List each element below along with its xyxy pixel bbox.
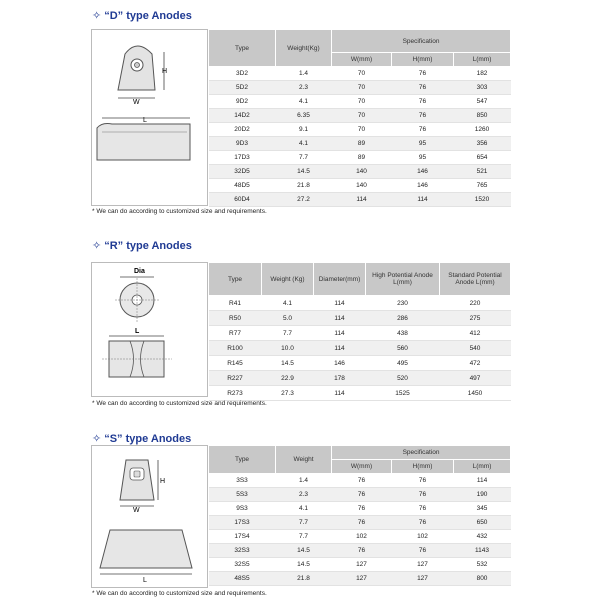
r-col-type: Type <box>209 263 262 296</box>
table-cell: 21.8 <box>276 572 332 586</box>
table-cell: 345 <box>454 502 511 516</box>
table-cell: R50 <box>209 311 262 326</box>
table-cell: 114 <box>454 474 511 488</box>
table-cell: 438 <box>366 326 440 341</box>
table-cell: 146 <box>392 165 454 179</box>
table-cell: 127 <box>392 558 454 572</box>
table-cell: 1450 <box>440 386 511 401</box>
table-row <box>209 386 511 401</box>
table-cell: 146 <box>314 356 366 371</box>
table-row <box>209 572 511 586</box>
table-cell: 32S5 <box>209 558 276 572</box>
table-cell: 60D4 <box>209 193 276 207</box>
table-cell: 765 <box>454 179 511 193</box>
table-row <box>209 326 511 341</box>
table-cell: 286 <box>366 311 440 326</box>
table-row <box>209 544 511 558</box>
table-row <box>209 151 511 165</box>
table-cell: 9.1 <box>276 123 332 137</box>
r-anode-drawing <box>91 262 208 397</box>
table-cell: 497 <box>440 371 511 386</box>
table-cell: 521 <box>454 165 511 179</box>
r-note: * We can do according to customized size and requirements. <box>92 400 267 407</box>
table-cell: 9D3 <box>209 137 276 151</box>
table-cell: 89 <box>332 151 392 165</box>
table-row <box>209 371 511 386</box>
table-cell: 20D2 <box>209 123 276 137</box>
table-cell: 48D5 <box>209 179 276 193</box>
table-cell: 412 <box>440 326 511 341</box>
table-cell: 70 <box>332 81 392 95</box>
s-col-spec: Specification <box>332 446 511 460</box>
table-cell: 220 <box>440 296 511 311</box>
table-cell: 146 <box>392 179 454 193</box>
table-cell: R227 <box>209 371 262 386</box>
table-cell: 70 <box>332 123 392 137</box>
table-cell: 14.5 <box>262 356 314 371</box>
table-cell: 1143 <box>454 544 511 558</box>
d-col-weight: Weight(Kg) <box>276 30 332 67</box>
table-cell: 76 <box>392 95 454 109</box>
s-l-label: L <box>143 577 147 584</box>
r-col-high-potential <box>366 263 440 296</box>
s-col-l: L(mm) <box>454 460 511 474</box>
table-cell: 356 <box>454 137 511 151</box>
table-cell: 303 <box>454 81 511 95</box>
table-cell: 89 <box>332 137 392 151</box>
table-row <box>209 558 511 572</box>
table-cell: 4.1 <box>262 296 314 311</box>
s-w-label: W <box>133 507 140 514</box>
s-anode-diagram <box>92 446 207 587</box>
d-w-label: W <box>133 99 140 106</box>
table-row <box>209 502 511 516</box>
table-row <box>209 109 511 123</box>
table-row <box>209 193 511 207</box>
table-cell: 95 <box>392 151 454 165</box>
d-col-l: L(mm) <box>454 53 511 67</box>
table-cell: 17S3 <box>209 516 276 530</box>
table-cell: 14.5 <box>276 558 332 572</box>
table-row <box>209 356 511 371</box>
d-note: * We can do according to customized size and requirements. <box>92 208 267 215</box>
table-row <box>209 137 511 151</box>
table-cell: 21.8 <box>276 179 332 193</box>
s-col-h: H(mm) <box>392 460 454 474</box>
table-cell: 7.7 <box>276 530 332 544</box>
table-row <box>209 165 511 179</box>
table-cell: 14D2 <box>209 109 276 123</box>
r-sp-line2: Anode L(mm) <box>455 279 495 286</box>
table-cell: 76 <box>392 474 454 488</box>
table-row <box>209 179 511 193</box>
table-cell: 190 <box>454 488 511 502</box>
table-cell: 22.9 <box>262 371 314 386</box>
d-h-label: H <box>162 68 168 75</box>
table-cell: R273 <box>209 386 262 401</box>
table-cell: 230 <box>366 296 440 311</box>
table-cell: 114 <box>392 193 454 207</box>
table-cell: 17D3 <box>209 151 276 165</box>
table-cell: 140 <box>332 179 392 193</box>
table-row <box>209 474 511 488</box>
table-cell: 76 <box>392 544 454 558</box>
table-cell: 95 <box>392 137 454 151</box>
table-cell: 70 <box>332 67 392 81</box>
table-cell: 9S3 <box>209 502 276 516</box>
table-row <box>209 530 511 544</box>
table-cell: 76 <box>392 109 454 123</box>
s-col-weight: Weight <box>276 446 332 474</box>
table-cell: 4.1 <box>276 137 332 151</box>
table-cell: 48S5 <box>209 572 276 586</box>
table-cell: 140 <box>332 165 392 179</box>
table-cell: 76 <box>392 516 454 530</box>
table-cell: 3D2 <box>209 67 276 81</box>
table-cell: 102 <box>332 530 392 544</box>
table-cell: 1520 <box>454 193 511 207</box>
table-cell: 800 <box>454 572 511 586</box>
r-hp-line2: L(mm) <box>393 279 412 286</box>
table-cell: 4.1 <box>276 95 332 109</box>
table-cell: R100 <box>209 341 262 356</box>
table-cell: 76 <box>332 502 392 516</box>
table-cell: 654 <box>454 151 511 165</box>
table-row <box>209 67 511 81</box>
table-cell: 114 <box>314 386 366 401</box>
table-cell: 102 <box>392 530 454 544</box>
r-l-label: L <box>135 328 140 335</box>
table-cell: 76 <box>392 67 454 81</box>
table-cell: 114 <box>314 326 366 341</box>
table-cell: 532 <box>454 558 511 572</box>
table-cell: 76 <box>392 81 454 95</box>
d-title-text: “D” type Anodes <box>104 10 192 22</box>
table-cell: 5.0 <box>262 311 314 326</box>
d-col-h: H(mm) <box>392 53 454 67</box>
star-icon: ✧ <box>92 240 102 252</box>
table-cell: 182 <box>454 67 511 81</box>
table-cell: 275 <box>440 311 511 326</box>
table-cell: 76 <box>392 502 454 516</box>
table-cell: 127 <box>332 558 392 572</box>
table-cell: 1.4 <box>276 67 332 81</box>
table-cell: 127 <box>332 572 392 586</box>
table-cell: 520 <box>366 371 440 386</box>
table-cell: 127 <box>392 572 454 586</box>
table-cell: 114 <box>314 341 366 356</box>
s-h-label: H <box>160 478 166 485</box>
star-icon: ✧ <box>92 10 102 22</box>
table-cell: 178 <box>314 371 366 386</box>
table-cell: 3S3 <box>209 474 276 488</box>
r-hp-line1: High Potential Anode <box>372 272 433 279</box>
s-anode-drawing <box>91 445 208 588</box>
table-cell: 650 <box>454 516 511 530</box>
table-cell: 27.3 <box>262 386 314 401</box>
s-col-w: W(mm) <box>332 460 392 474</box>
table-cell: 32D5 <box>209 165 276 179</box>
d-section-title <box>92 9 192 22</box>
table-cell: 6.35 <box>276 109 332 123</box>
table-row <box>209 296 511 311</box>
table-cell: 14.5 <box>276 165 332 179</box>
table-cell: 76 <box>332 516 392 530</box>
table-cell: 7.7 <box>262 326 314 341</box>
table-cell: 70 <box>332 109 392 123</box>
r-dia-label: Dia <box>134 268 145 275</box>
table-cell: 76 <box>332 474 392 488</box>
r-col-weight: Weight (Kg) <box>262 263 314 296</box>
d-col-spec: Specification <box>332 30 511 53</box>
table-cell: 4.1 <box>276 502 332 516</box>
table-row <box>209 341 511 356</box>
table-cell: 14.5 <box>276 544 332 558</box>
table-cell: 32S3 <box>209 544 276 558</box>
s-note: * We can do according to customized size and requirements. <box>92 590 267 597</box>
table-row <box>209 516 511 530</box>
table-cell: 2.3 <box>276 488 332 502</box>
table-cell: R77 <box>209 326 262 341</box>
table-cell: 9D2 <box>209 95 276 109</box>
d-anode-diagram <box>92 30 207 205</box>
table-row <box>209 311 511 326</box>
table-cell: 10.0 <box>262 341 314 356</box>
star-icon: ✧ <box>92 433 102 445</box>
d-l-label: L <box>143 117 147 124</box>
table-cell: 850 <box>454 109 511 123</box>
table-cell: 76 <box>332 544 392 558</box>
table-row <box>209 123 511 137</box>
table-cell: R145 <box>209 356 262 371</box>
table-cell: 76 <box>332 488 392 502</box>
table-cell: 5D2 <box>209 81 276 95</box>
table-cell: 2.3 <box>276 81 332 95</box>
table-cell: 70 <box>332 95 392 109</box>
table-cell: 560 <box>366 341 440 356</box>
table-cell: 1525 <box>366 386 440 401</box>
r-col-standard-potential <box>440 263 511 296</box>
table-cell: 1260 <box>454 123 511 137</box>
table-cell: 547 <box>454 95 511 109</box>
table-cell: 1.4 <box>276 474 332 488</box>
table-cell: 76 <box>392 123 454 137</box>
r-section-title <box>92 239 192 252</box>
table-cell: 114 <box>314 311 366 326</box>
s-section-title <box>92 432 191 445</box>
r-sp-line1: Standard Potential <box>448 272 502 279</box>
d-col-w: W(mm) <box>332 53 392 67</box>
r-anode-diagram <box>92 263 207 396</box>
d-col-type: Type <box>209 30 276 67</box>
table-row <box>209 81 511 95</box>
table-row <box>209 95 511 109</box>
r-col-diameter: Diameter(mm) <box>314 263 366 296</box>
table-row <box>209 488 511 502</box>
table-cell: 114 <box>332 193 392 207</box>
s-spec-table <box>208 445 511 586</box>
table-cell: 27.2 <box>276 193 332 207</box>
table-cell: 7.7 <box>276 151 332 165</box>
table-cell: R41 <box>209 296 262 311</box>
table-cell: 114 <box>314 296 366 311</box>
table-cell: 76 <box>392 488 454 502</box>
table-cell: 472 <box>440 356 511 371</box>
table-cell: 17S4 <box>209 530 276 544</box>
table-cell: 495 <box>366 356 440 371</box>
r-spec-table <box>208 262 511 401</box>
d-spec-table <box>208 29 511 207</box>
table-cell: 540 <box>440 341 511 356</box>
d-anode-drawing <box>91 29 208 206</box>
table-cell: 7.7 <box>276 516 332 530</box>
r-title-text: “R” type Anodes <box>104 240 192 252</box>
s-title-text: “S” type Anodes <box>104 433 192 445</box>
table-cell: 432 <box>454 530 511 544</box>
s-col-type: Type <box>209 446 276 474</box>
table-cell: 5S3 <box>209 488 276 502</box>
